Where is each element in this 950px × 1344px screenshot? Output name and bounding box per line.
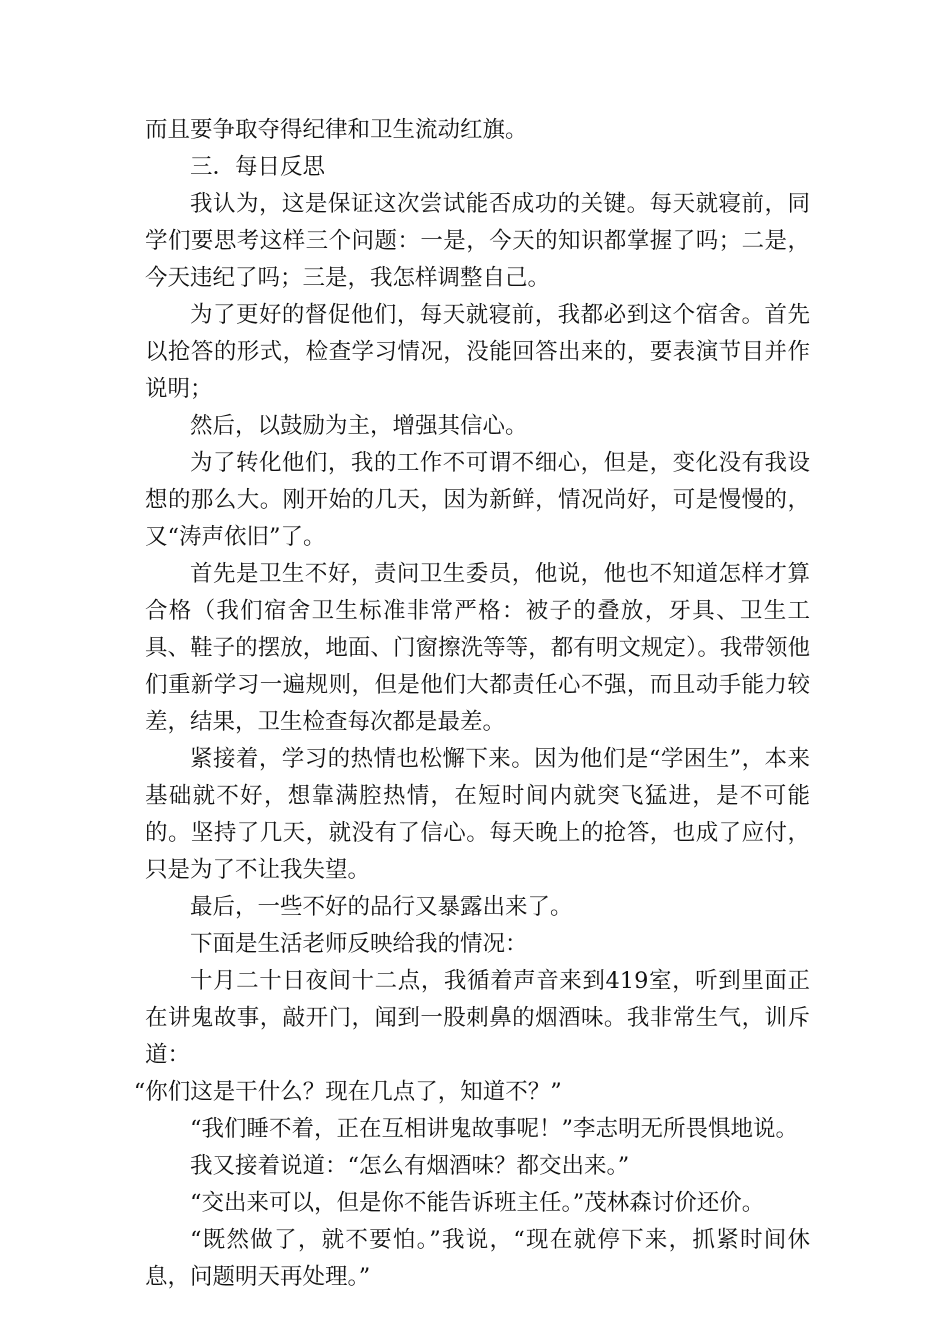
paragraph-1: 而且要争取夺得纪律和卫生流动红旗。	[145, 117, 528, 143]
paragraph-5: 然后，以鼓励为主，增强其信心。	[190, 413, 528, 439]
paragraph-14: 我又接着说道：“怎么有烟酒味？都交出来。”	[190, 1153, 630, 1179]
paragraph-6: 为了转化他们，我的工作不可谓不细心，但是，变化没有我设想的那么大。刚开始的几天，因为新鲜，情况尚好，可是慢慢的，又“涛声依旧”了。	[145, 450, 810, 550]
paragraph-8: 紧接着，学习的热情也松懈下来。因为他们是“学困生”，本来基础就不好，想靠满腔热情，在短时间内就突飞猛进，是不可能的。坚持了几天，就没有了信心。每天晚上的抢答，也成了应付，只是为了不让我失望。	[145, 746, 810, 883]
paragraph-10: 下面是生活老师反映给我的情况：	[190, 931, 528, 957]
paragraph-3: 我认为，这是保证这次尝试能否成功的关键。每天就寝前，同学们要思考这样三个问题：一是，今天的知识都掌握了吗；二是，今天违纪了吗；三是，我怎样调整自己。	[145, 191, 810, 291]
paragraph-4: 为了更好的督促他们，每天就寝前，我都必到这个宿舍。首先以抢答的形式，检查学习情况，没能回答出来的，要表演节目并作说明；	[145, 302, 810, 402]
paragraph-16: “既然做了，就不要怕。”我说，“现在就停下来，抓紧时间休息，问题明天再处理。”	[145, 1227, 810, 1290]
paragraph-11: 十月二十日夜间十二点，我循着声音来到419室，听到里面正在讲鬼故事，敲开门，闻到一股刺鼻的烟酒味。我非常生气，训斥道：	[145, 968, 810, 1068]
paragraph-13: “我们睡不着，正在互相讲鬼故事呢！”李志明无所畏惧地说。	[190, 1116, 799, 1142]
body-text	[133, 112, 810, 1296]
paragraph-15: “交出来可以，但是你不能告诉班主任。”茂林森讨价还价。	[190, 1190, 765, 1216]
paragraph-9: 最后，一些不好的品行又暴露出来了。	[190, 894, 573, 920]
paragraph-12: “你们这是干什么？现在几点了，知道不？”	[133, 1079, 562, 1105]
paragraph-7: 首先是卫生不好，责问卫生委员，他说，他也不知道怎样才算合格（我们宿舍卫生标准非常严格：被子的叠放，牙具、卫生工具、鞋子的摆放，地面、门窗擦洗等等，都有明文规定）。我带领他们重新学习一遍规则，但是他们大都责任心不强，而且动手能力较差，结果，卫生检查每次都是最差。	[145, 561, 810, 735]
section-heading-daily-reflection: 三．每日反思	[190, 154, 326, 180]
